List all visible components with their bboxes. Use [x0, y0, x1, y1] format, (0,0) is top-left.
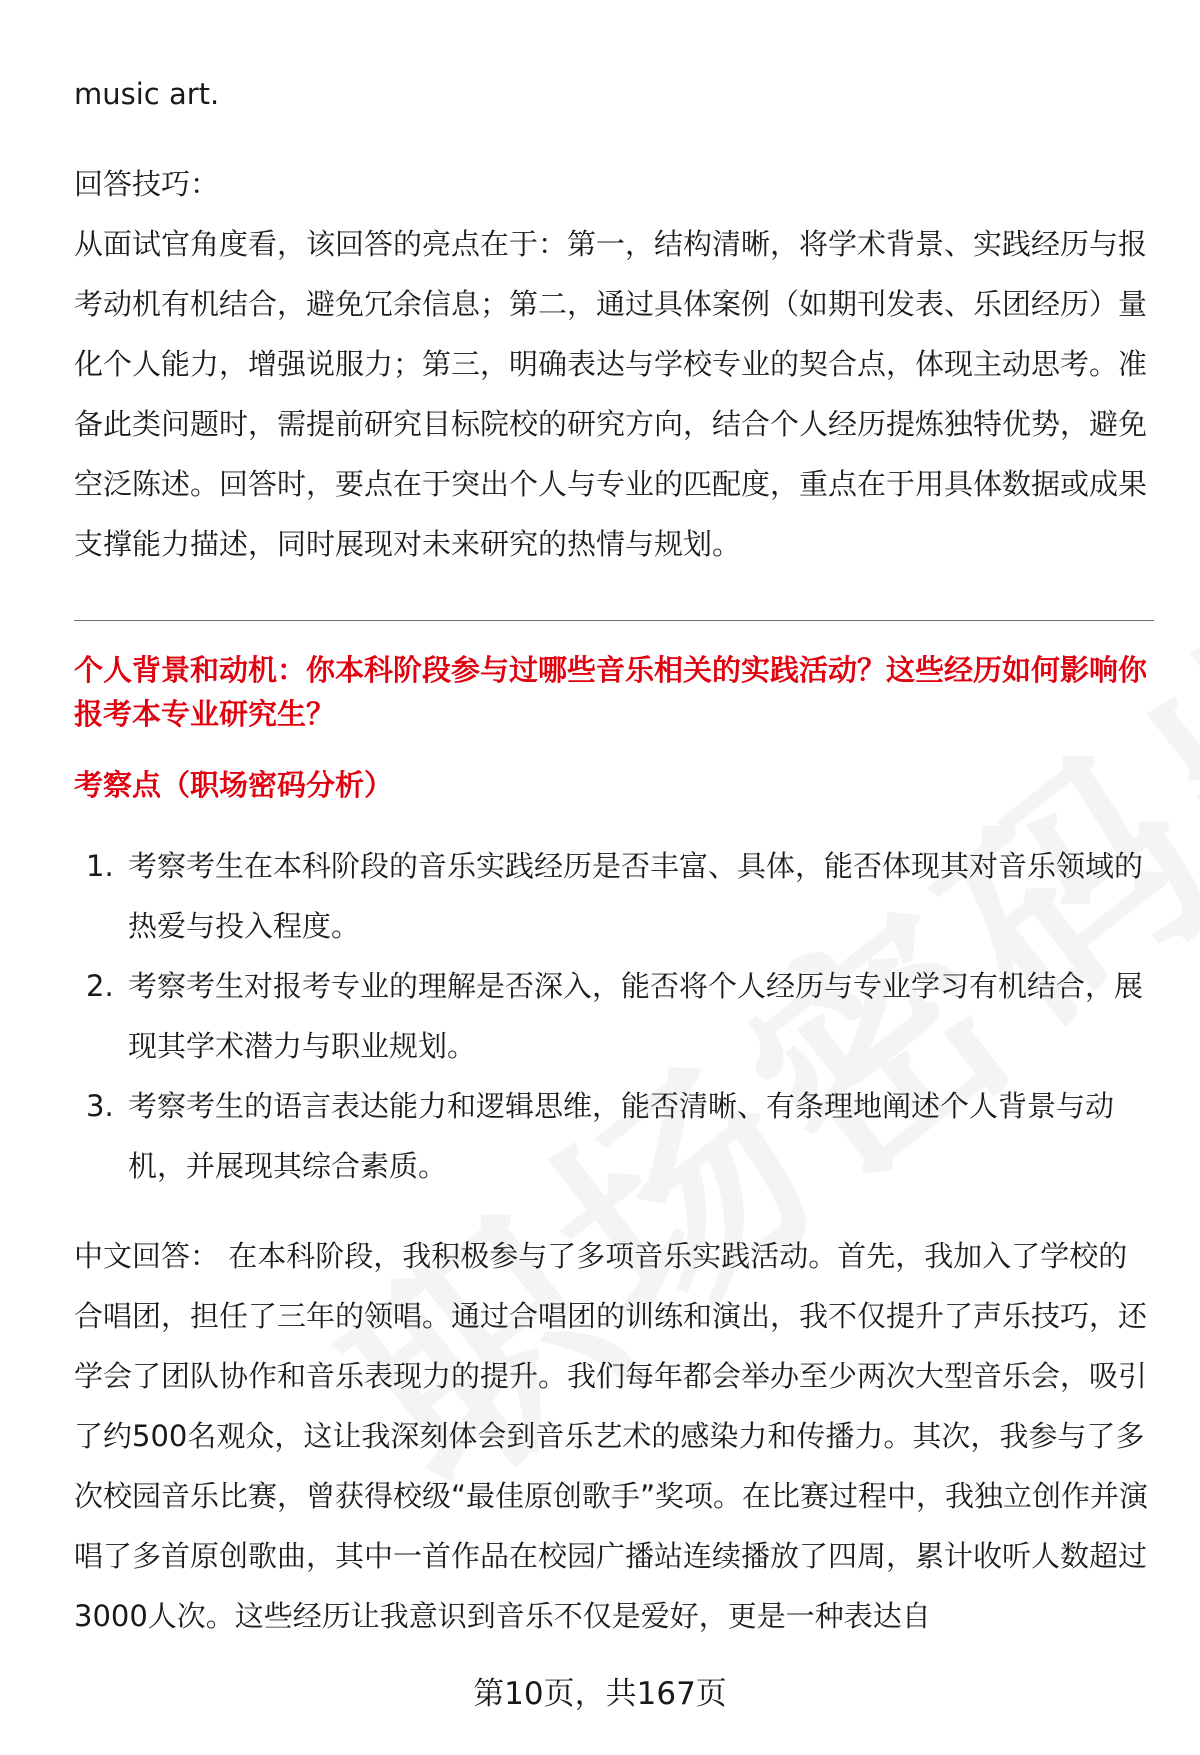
list-number: 2. — [86, 969, 114, 1003]
answer-body: 在本科阶段，我积极参与了多项音乐实践活动。首先，我加入了学校的合唱团，担任了三年的领唱。通过合唱团的训练和演出，我不仅提升了声乐技巧，还学会了团队协作和音乐表现力的提升。我们每年都会举办至少两次大型音乐会，吸引了约500名观众，这让我深刻体会到音乐艺术的感染力和传播力。其次，我参与了多次校园音乐比赛，曾获得校级“最佳原创歌手”奖项。在比赛过程中，我独立创作并演唱了多首原创歌曲，其中一首作品在校园广播站连续播放了四周，累计收听人数超过3000人次。这些经历让我意识到音乐不仅是爱好，更是一种表达自 — [74, 1239, 1149, 1633]
section-title: 考察点（职场密码分析） — [74, 768, 394, 802]
answer-paragraph — [74, 1226, 1154, 1646]
list-text: 考察考生对报考专业的理解是否深入，能否将个人经历与专业学习有机结合，展现其学术潜力与职业规划。 — [128, 969, 1144, 1063]
question-title: 个人背景和动机：你本科阶段参与过哪些音乐相关的实践活动？这些经历如何影响你报考本专业研究生？ — [74, 653, 1148, 731]
tips-body: 从面试官角度看，该回答的亮点在于：第一，结构清晰，将学术背景、实践经历与报考动机有机结合，避免冗余信息；第二，通过具体案例（如期刊发表、乐团经历）量化个人能力，增强说服力；第三，明确表达与学校专业的契合点，体现主动思考。准备此类问题时，需提前研究目标院校的研究方向，结合个人经历提炼独特优势，避免空泛陈述。回答时，要点在于突出个人与专业的匹配度，重点在于用具体数据或成果支撑能力描述，同时展现对未来研究的热情与规划。 — [74, 227, 1148, 561]
section-divider — [74, 620, 1154, 621]
tips-heading: 回答技巧： — [74, 167, 220, 201]
list-text: 考察考生的语言表达能力和逻辑思维，能否清晰、有条理地阐述个人背景与动机，并展现其综合素质。 — [128, 1089, 1115, 1183]
list-item — [74, 836, 1154, 956]
answer-label: 中文回答： — [74, 1239, 220, 1273]
list-text: 考察考生在本科阶段的音乐实践经历是否丰富、具体，能否体现其对音乐领域的热爱与投入程度。 — [128, 849, 1144, 943]
continued-text: music art. — [74, 77, 220, 111]
list-item — [74, 956, 1154, 1076]
list-item — [74, 1076, 1154, 1196]
list-number: 3. — [86, 1089, 114, 1123]
points-list — [74, 836, 1154, 1196]
page-footer: 第10页，共167页 — [473, 1676, 727, 1712]
list-number: 1. — [86, 849, 114, 883]
